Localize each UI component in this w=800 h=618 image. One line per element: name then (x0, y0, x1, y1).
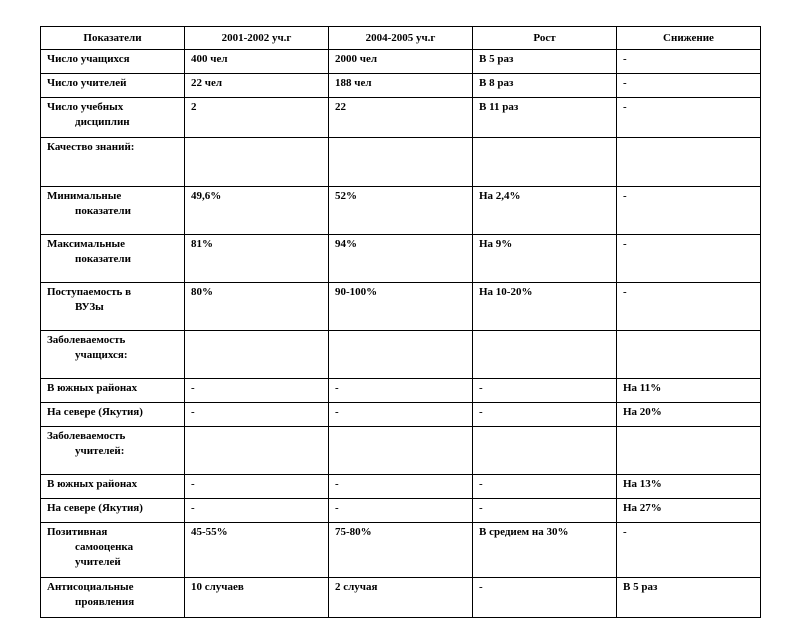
row-label-cell (41, 235, 185, 283)
value-cell: - (185, 379, 329, 403)
table-row (41, 379, 761, 403)
table-row (41, 403, 761, 427)
table-row (41, 50, 761, 74)
value-cell: 75-80% (329, 523, 473, 578)
header-decrease: Снижение (617, 27, 761, 50)
row-label-cell (41, 74, 185, 98)
value-cell: - (617, 98, 761, 138)
row-label-line: учителей (75, 556, 121, 568)
row-label-line: В южных районах (47, 478, 138, 490)
header-row (41, 27, 761, 50)
row-label-line: На севере (Якутия) (47, 502, 143, 514)
value-cell: 2 (185, 98, 329, 138)
row-label-line: ВУЗы (75, 301, 104, 313)
row-label-line: Число учащихся (47, 53, 130, 65)
value-cell: 10 случаев (185, 578, 329, 618)
row-label-line: На севере (Якутия) (47, 406, 143, 418)
value-cell (473, 331, 617, 379)
value-cell: - (617, 50, 761, 74)
value-cell (617, 427, 761, 475)
value-cell: 81% (185, 235, 329, 283)
table-row (41, 283, 761, 331)
value-cell: 49,6% (185, 187, 329, 235)
value-cell: В 5 раз (617, 578, 761, 618)
table-row (41, 331, 761, 379)
value-cell: 90-100% (329, 283, 473, 331)
value-cell (473, 138, 617, 187)
row-label-line: показатели (75, 205, 131, 217)
value-cell: В 5 раз (473, 50, 617, 74)
value-cell: - (473, 578, 617, 618)
row-label-cell (41, 499, 185, 523)
row-label-line: Поступаемость в (47, 286, 132, 298)
row-label-cell (41, 523, 185, 578)
value-cell: - (617, 283, 761, 331)
row-label-line: показатели (75, 253, 131, 265)
table-row (41, 187, 761, 235)
value-cell: - (617, 523, 761, 578)
value-cell (185, 427, 329, 475)
value-cell: На 2,4% (473, 187, 617, 235)
header-year-2001-2002: 2001-2002 уч.г (185, 27, 329, 50)
value-cell (617, 138, 761, 187)
row-label-line: учителей: (75, 445, 125, 457)
value-cell: 400 чел (185, 50, 329, 74)
row-label-cell (41, 283, 185, 331)
statistics-table (40, 26, 761, 618)
table-header (41, 27, 761, 50)
row-label-cell (41, 578, 185, 618)
value-cell: На 13% (617, 475, 761, 499)
header-growth: Рост (473, 27, 617, 50)
row-label-line: дисциплин (75, 116, 130, 128)
value-cell: В 8 раз (473, 74, 617, 98)
value-cell: На 27% (617, 499, 761, 523)
row-label-line: самооценка (75, 541, 134, 553)
value-cell: В средием на 30% (473, 523, 617, 578)
value-cell: 22 чел (185, 74, 329, 98)
value-cell: - (185, 499, 329, 523)
value-cell (329, 331, 473, 379)
row-label-line: Качество знаний: (47, 141, 135, 153)
value-cell: 45-55% (185, 523, 329, 578)
value-cell: - (617, 235, 761, 283)
table-row (41, 578, 761, 618)
value-cell: - (473, 403, 617, 427)
value-cell: - (329, 475, 473, 499)
row-label-cell (41, 427, 185, 475)
row-label-cell (41, 379, 185, 403)
value-cell: - (617, 74, 761, 98)
row-label-cell (41, 403, 185, 427)
table-row (41, 523, 761, 578)
row-label-line: Антисоциальные (47, 581, 134, 593)
row-label-cell (41, 187, 185, 235)
value-cell (329, 138, 473, 187)
value-cell: - (473, 475, 617, 499)
row-label-cell (41, 331, 185, 379)
row-label-line: Число учителей (47, 77, 127, 89)
value-cell: 94% (329, 235, 473, 283)
row-label-line: Минимальные (47, 190, 122, 202)
row-label-line: Заболеваемость (47, 334, 126, 346)
value-cell (617, 331, 761, 379)
row-label-line: Максимальные (47, 238, 125, 250)
value-cell: - (185, 475, 329, 499)
table-row (41, 499, 761, 523)
row-label-cell (41, 138, 185, 187)
row-label-line: Заболеваемость (47, 430, 126, 442)
header-indicators: Показатели (41, 27, 185, 50)
row-label-line: проявления (75, 596, 135, 608)
value-cell (185, 138, 329, 187)
table-row (41, 74, 761, 98)
value-cell: - (329, 403, 473, 427)
value-cell: 188 чел (329, 74, 473, 98)
value-cell: На 20% (617, 403, 761, 427)
table-body (41, 50, 761, 618)
row-label-line: Число учебных (47, 101, 124, 113)
value-cell: 52% (329, 187, 473, 235)
row-label-cell (41, 50, 185, 74)
value-cell: - (473, 379, 617, 403)
value-cell: В 11 раз (473, 98, 617, 138)
table-row (41, 138, 761, 187)
value-cell: - (473, 499, 617, 523)
value-cell: 2 случая (329, 578, 473, 618)
value-cell: 22 (329, 98, 473, 138)
table-row (41, 475, 761, 499)
row-label-line: учащихся: (75, 349, 128, 361)
value-cell: 2000 чел (329, 50, 473, 74)
row-label-line: В южных районах (47, 382, 138, 394)
value-cell: На 9% (473, 235, 617, 283)
value-cell (473, 427, 617, 475)
value-cell: На 11% (617, 379, 761, 403)
table-row (41, 98, 761, 138)
value-cell: - (329, 379, 473, 403)
row-label-cell (41, 98, 185, 138)
table-row (41, 427, 761, 475)
value-cell (185, 331, 329, 379)
value-cell: На 10-20% (473, 283, 617, 331)
row-label-line: Позитивная (47, 526, 108, 538)
header-year-2004-2005: 2004-2005 уч.г (329, 27, 473, 50)
value-cell: - (329, 499, 473, 523)
table-row (41, 235, 761, 283)
row-label-cell (41, 475, 185, 499)
value-cell (329, 427, 473, 475)
value-cell: - (185, 403, 329, 427)
value-cell: 80% (185, 283, 329, 331)
value-cell: - (617, 187, 761, 235)
